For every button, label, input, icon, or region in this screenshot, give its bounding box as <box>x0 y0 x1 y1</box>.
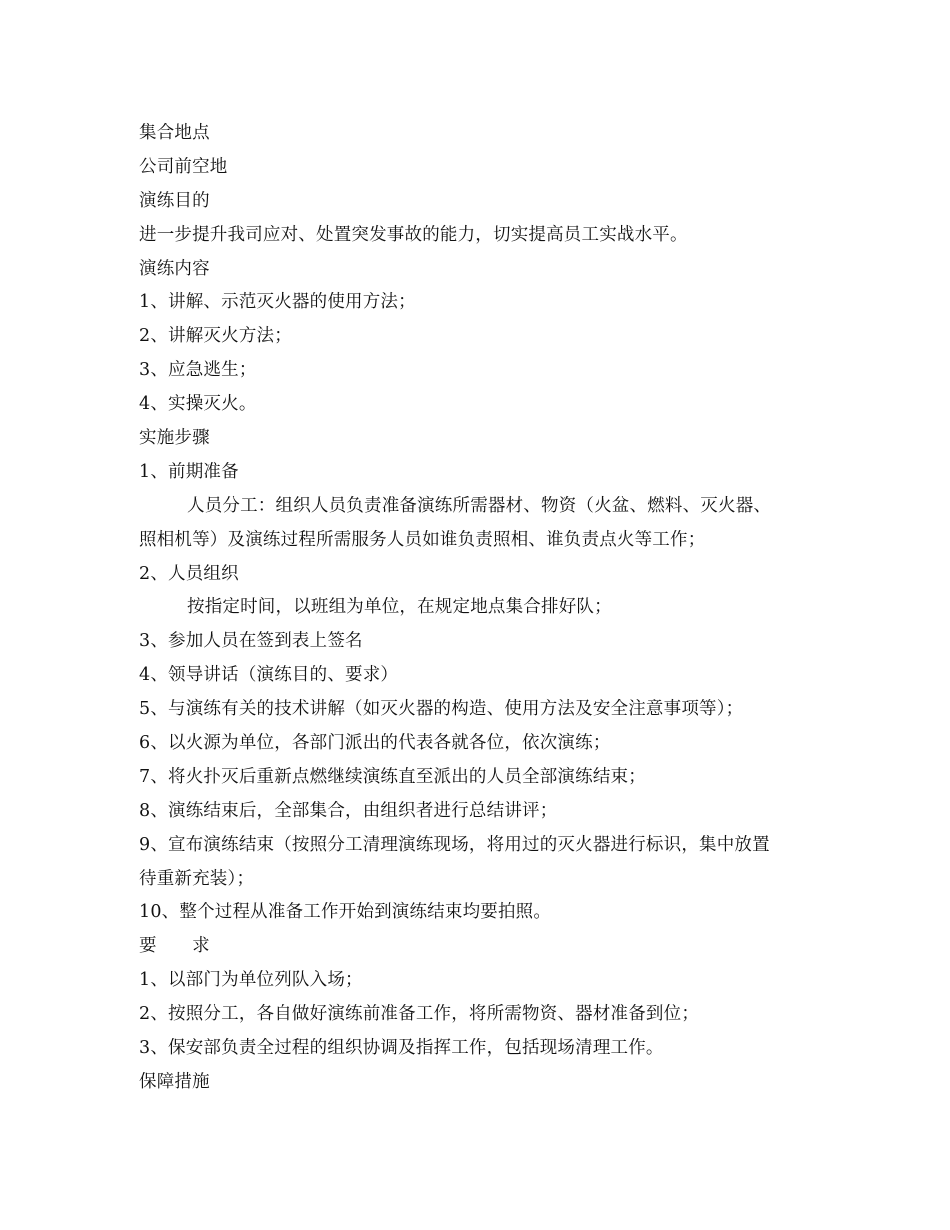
heading-safeguard-measures: 保障措施 <box>139 1071 210 1092</box>
heading-drill-purpose: 演练目的 <box>139 190 210 211</box>
content-item-1: 1、讲解、示范灭火器的使用方法； <box>139 292 416 313</box>
step-1-detail-line-1: 人员分工：组织人员负责准备演练所需器材、物资（火盆、燃料、灭火器、 <box>187 495 772 516</box>
step-2-title: 2、人员组织 <box>139 563 239 584</box>
requirement-1: 1、以部门为单位列队入场； <box>139 970 363 991</box>
step-8: 8、演练结束后，全部集合，由组织者进行总结讲评； <box>139 800 558 821</box>
step-6: 6、以火源为单位，各部门派出的代表各就各位，依次演练； <box>139 733 611 754</box>
step-2-detail: 按指定时间，以班组为单位，在规定地点集合排好队； <box>187 597 612 618</box>
step-1-detail-line-2: 照相机等）及演练过程所需服务人员如谁负责照相、谁负责点火等工作； <box>139 529 706 550</box>
step-1-title: 1、前期准备 <box>139 461 239 482</box>
assembly-point-text: 公司前空地 <box>139 156 228 177</box>
heading-assembly-point: 集合地点 <box>139 123 210 143</box>
drill-purpose-text: 进一步提升我司应对、处置突发事故的能力，切实提高员工实战水平。 <box>139 224 688 245</box>
content-item-3: 3、应急逃生； <box>139 360 257 381</box>
step-9-line-1: 9、宣布演练结束（按照分工清理演练现场，将用过的灭火器进行标识，集中放置 <box>139 834 770 855</box>
step-4: 4、领导讲话（演练目的、要求） <box>139 665 399 686</box>
content-item-2: 2、讲解灭火方法； <box>139 326 292 347</box>
heading-requirements: 要 求 <box>139 936 210 957</box>
requirement-2: 2、按照分工，各自做好演练前准备工作，将所需物资、器材准备到位； <box>139 1004 700 1025</box>
step-9-line-2: 待重新充装）； <box>139 868 255 889</box>
step-3: 3、参加人员在签到表上签名 <box>139 631 363 652</box>
step-10: 10、整个过程从准备工作开始到演练结束均要拍照。 <box>139 902 552 923</box>
step-5: 5、与演练有关的技术讲解（如灭火器的构造、使用方法及安全注意事项等）； <box>139 699 744 720</box>
step-7: 7、将火扑灭后重新点燃继续演练直至派出的人员全部演练结束； <box>139 766 646 787</box>
document-body <box>139 117 829 1100</box>
heading-implementation-steps: 实施步骤 <box>139 428 210 449</box>
content-item-4: 4、实操灭火。 <box>139 394 257 415</box>
requirement-3: 3、保安部负责全过程的组织协调及指挥工作，包括现场清理工作。 <box>139 1038 664 1059</box>
heading-drill-content: 演练内容 <box>139 258 210 279</box>
